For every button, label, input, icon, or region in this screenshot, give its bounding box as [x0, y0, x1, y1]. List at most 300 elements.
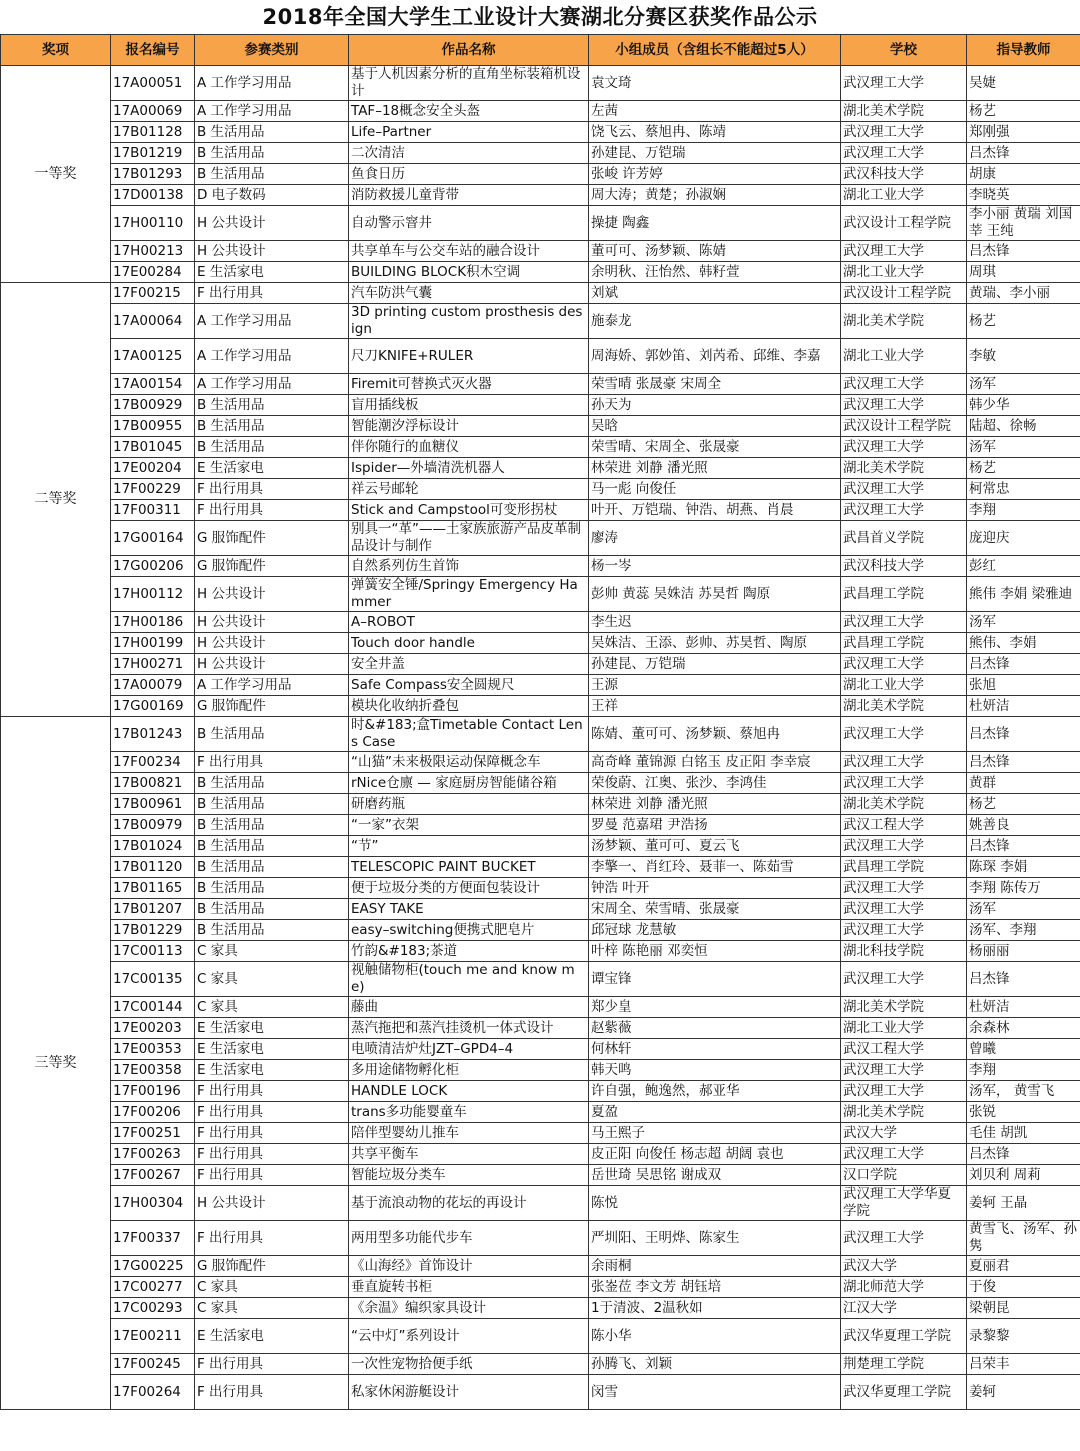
cell-reg-no: 17F00311 — [111, 500, 195, 521]
cell-reg-no: 17B00955 — [111, 416, 195, 437]
cell-members: 陈小华 — [589, 1319, 841, 1354]
cell-reg-no: 17D00138 — [111, 185, 195, 206]
cell-category: F 出行用具 — [195, 1375, 349, 1410]
cell-category: F 出行用具 — [195, 1081, 349, 1102]
cell-work-name: Life–Partner — [349, 122, 589, 143]
table-row — [1, 395, 1080, 416]
cell-category: B 生活用品 — [195, 143, 349, 164]
table-row — [1, 458, 1080, 479]
cell-members: 操捷 陶鑫 — [589, 206, 841, 241]
cell-members: 皮正阳 向俊任 杨志超 胡阔 袁也 — [589, 1144, 841, 1165]
cell-members: 王祥 — [589, 696, 841, 717]
header-reg-no: 报名编号 — [111, 35, 195, 66]
cell-work-name: TAF–18概念安全头盔 — [349, 101, 589, 122]
table-row — [1, 1221, 1080, 1256]
cell-work-name: 鱼食日历 — [349, 164, 589, 185]
cell-school: 武汉理工大学 — [841, 654, 967, 675]
cell-advisor: 吕荣丰 — [967, 1354, 1080, 1375]
cell-school: 武汉理工大学华夏学院 — [841, 1186, 967, 1221]
cell-members: 严圳阳、王明烨、陈家生 — [589, 1221, 841, 1256]
cell-category: G 服饰配件 — [195, 521, 349, 556]
table-row — [1, 857, 1080, 878]
cell-school: 武汉理工大学 — [841, 920, 967, 941]
cell-work-name: 自然系列仿生首饰 — [349, 556, 589, 577]
cell-members: 刘斌 — [589, 283, 841, 304]
cell-category: C 家具 — [195, 1298, 349, 1319]
cell-advisor: 余森林 — [967, 1018, 1080, 1039]
table-row — [1, 1081, 1080, 1102]
header-row — [1, 35, 1080, 66]
cell-advisor: 汤军、李翔 — [967, 920, 1080, 941]
cell-work-name: BUILDING BLOCK积木空调 — [349, 262, 589, 283]
cell-category: A 工作学习用品 — [195, 304, 349, 339]
cell-reg-no: 17C00113 — [111, 941, 195, 962]
table-row — [1, 654, 1080, 675]
table-row — [1, 696, 1080, 717]
table-row — [1, 717, 1080, 752]
cell-reg-no: 17A00079 — [111, 675, 195, 696]
cell-advisor: 吴婕 — [967, 66, 1080, 101]
cell-work-name: 消防救援儿童背带 — [349, 185, 589, 206]
cell-reg-no: 17B00979 — [111, 815, 195, 836]
table-row — [1, 962, 1080, 997]
cell-advisor: 于俊 — [967, 1277, 1080, 1298]
cell-school: 武汉理工大学 — [841, 1060, 967, 1081]
cell-school: 武汉理工大学 — [841, 752, 967, 773]
cell-advisor: 李小丽 黄瑞 刘国莘 王纯 — [967, 206, 1080, 241]
cell-reg-no: 17G00164 — [111, 521, 195, 556]
cell-reg-no: 17C00135 — [111, 962, 195, 997]
cell-reg-no: 17H00271 — [111, 654, 195, 675]
cell-members: 李擎一、肖红玲、聂菲一、陈茹雪 — [589, 857, 841, 878]
cell-school: 武汉理工大学 — [841, 1144, 967, 1165]
cell-advisor: 毛佳 胡凯 — [967, 1123, 1080, 1144]
table-row — [1, 66, 1080, 101]
award-level: 二等奖 — [1, 283, 111, 717]
cell-members: 彭帅 黄蕊 吴姝洁 苏昊哲 陶原 — [589, 577, 841, 612]
cell-category: F 出行用具 — [195, 1144, 349, 1165]
cell-school: 武汉工程大学 — [841, 815, 967, 836]
table-row — [1, 416, 1080, 437]
cell-work-name: Touch door handle — [349, 633, 589, 654]
cell-advisor: 韩少华 — [967, 395, 1080, 416]
header-category: 参赛类别 — [195, 35, 349, 66]
cell-advisor: 杨艺 — [967, 101, 1080, 122]
cell-school: 武汉理工大学 — [841, 836, 967, 857]
cell-school: 湖北工业大学 — [841, 262, 967, 283]
cell-school: 湖北工业大学 — [841, 675, 967, 696]
cell-members: 吴姝洁、王添、彭帅、苏昊哲、陶原 — [589, 633, 841, 654]
cell-members: 郑少皇 — [589, 997, 841, 1018]
table-row — [1, 185, 1080, 206]
cell-work-name: 共享单车与公交车站的融合设计 — [349, 241, 589, 262]
cell-members: 闵雪 — [589, 1375, 841, 1410]
cell-advisor: 汤军 — [967, 437, 1080, 458]
table-row — [1, 556, 1080, 577]
cell-members: 饶飞云、蔡旭冉、陈靖 — [589, 122, 841, 143]
cell-advisor: 郑刚强 — [967, 122, 1080, 143]
cell-members: 左茜 — [589, 101, 841, 122]
cell-school: 湖北工业大学 — [841, 185, 967, 206]
table-row — [1, 122, 1080, 143]
cell-advisor: 汤军， 黄雪飞 — [967, 1081, 1080, 1102]
cell-advisor: 杨艺 — [967, 794, 1080, 815]
cell-school: 湖北美术学院 — [841, 101, 967, 122]
table-row — [1, 143, 1080, 164]
cell-school: 武昌理工学院 — [841, 577, 967, 612]
cell-members: 许自强，鲍逸然，郝亚华 — [589, 1081, 841, 1102]
cell-school: 武汉理工大学 — [841, 1221, 967, 1256]
cell-advisor: 李翔 陈传万 — [967, 878, 1080, 899]
cell-reg-no: 17B01165 — [111, 878, 195, 899]
cell-advisor: 熊伟、李娟 — [967, 633, 1080, 654]
cell-advisor: 张旭 — [967, 675, 1080, 696]
cell-category: G 服饰配件 — [195, 556, 349, 577]
cell-school: 武汉理工大学 — [841, 773, 967, 794]
cell-members: 马一彪 向俊任 — [589, 479, 841, 500]
cell-work-name: 视触储物柜(touch me and know me) — [349, 962, 589, 997]
cell-work-name: 《余温》编织家具设计 — [349, 1298, 589, 1319]
cell-reg-no: 17H00199 — [111, 633, 195, 654]
cell-school: 湖北美术学院 — [841, 458, 967, 479]
cell-work-name: 祥云号邮轮 — [349, 479, 589, 500]
cell-members: 邱冠球 龙慧敏 — [589, 920, 841, 941]
table-row — [1, 752, 1080, 773]
cell-school: 武汉理工大学 — [841, 500, 967, 521]
cell-category: B 生活用品 — [195, 773, 349, 794]
table-row — [1, 577, 1080, 612]
cell-category: B 生活用品 — [195, 395, 349, 416]
cell-category: H 公共设计 — [195, 577, 349, 612]
cell-category: B 生活用品 — [195, 920, 349, 941]
cell-work-name: “节” — [349, 836, 589, 857]
cell-members: 张崟莅 李文芳 胡钰培 — [589, 1277, 841, 1298]
cell-work-name: A–ROBOT — [349, 612, 589, 633]
cell-category: F 出行用具 — [195, 1354, 349, 1375]
cell-reg-no: 17B00821 — [111, 773, 195, 794]
cell-work-name: 基于流浪动物的花坛的再设计 — [349, 1186, 589, 1221]
cell-advisor: 杨丽丽 — [967, 941, 1080, 962]
cell-category: F 出行用具 — [195, 479, 349, 500]
cell-category: B 生活用品 — [195, 899, 349, 920]
cell-reg-no: 17B01120 — [111, 857, 195, 878]
cell-reg-no: 17F00267 — [111, 1165, 195, 1186]
table-row — [1, 304, 1080, 339]
cell-advisor: 黄雪飞、汤军、孙隽 — [967, 1221, 1080, 1256]
cell-work-name: “山猫”未来极限运动保障概念车 — [349, 752, 589, 773]
cell-advisor: 吕杰锋 — [967, 752, 1080, 773]
cell-advisor: 汤军 — [967, 374, 1080, 395]
cell-work-name: 智能垃圾分类车 — [349, 1165, 589, 1186]
award-table — [0, 34, 1080, 1410]
cell-advisor: 姜轲 — [967, 1375, 1080, 1410]
cell-reg-no: 17B01207 — [111, 899, 195, 920]
table-row — [1, 1256, 1080, 1277]
cell-advisor: 李翔 — [967, 1060, 1080, 1081]
cell-reg-no: 17F00337 — [111, 1221, 195, 1256]
cell-school: 武汉理工大学 — [841, 962, 967, 997]
cell-reg-no: 17E00204 — [111, 458, 195, 479]
cell-reg-no: 17H00213 — [111, 241, 195, 262]
cell-school: 湖北美术学院 — [841, 304, 967, 339]
cell-category: A 工作学习用品 — [195, 374, 349, 395]
cell-work-name: 盲用插线板 — [349, 395, 589, 416]
cell-category: H 公共设计 — [195, 1186, 349, 1221]
cell-members: 袁文琦 — [589, 66, 841, 101]
cell-school: 武汉理工大学 — [841, 1081, 967, 1102]
table-row — [1, 1144, 1080, 1165]
cell-advisor: 李翔 — [967, 500, 1080, 521]
cell-school: 湖北师范大学 — [841, 1277, 967, 1298]
table-row — [1, 836, 1080, 857]
cell-category: E 生活家电 — [195, 1018, 349, 1039]
cell-members: 周大涛；黄楚；孙淑娴 — [589, 185, 841, 206]
table-row — [1, 899, 1080, 920]
cell-advisor: 吕杰锋 — [967, 836, 1080, 857]
cell-work-name: easy–switching便携式肥皂片 — [349, 920, 589, 941]
cell-category: H 公共设计 — [195, 206, 349, 241]
cell-school: 武汉理工大学 — [841, 479, 967, 500]
cell-work-name: 时&#183;盒Timetable Contact Lens Case — [349, 717, 589, 752]
cell-category: C 家具 — [195, 941, 349, 962]
table-row — [1, 794, 1080, 815]
cell-reg-no: 17E00353 — [111, 1039, 195, 1060]
table-row — [1, 1277, 1080, 1298]
cell-members: 余明秋、汪怡然、韩籽萱 — [589, 262, 841, 283]
cell-members: 周海娇、郭妙笛、刘芮希、邱维、李嘉 — [589, 339, 841, 374]
cell-school: 武汉理工大学 — [841, 395, 967, 416]
cell-reg-no: 17H00304 — [111, 1186, 195, 1221]
cell-school: 武汉理工大学 — [841, 717, 967, 752]
cell-school: 汉口学院 — [841, 1165, 967, 1186]
cell-members: 孙腾飞、刘颖 — [589, 1354, 841, 1375]
cell-work-name: HANDLE LOCK — [349, 1081, 589, 1102]
cell-work-name: 共享平衡车 — [349, 1144, 589, 1165]
cell-advisor: 周琪 — [967, 262, 1080, 283]
table-row — [1, 262, 1080, 283]
table-row — [1, 1319, 1080, 1354]
cell-category: B 生活用品 — [195, 836, 349, 857]
cell-work-name: 别具一“革”——土家族旅游产品皮革制品设计与制作 — [349, 521, 589, 556]
cell-reg-no: 17E00358 — [111, 1060, 195, 1081]
cell-work-name: 便于垃圾分类的方便面包装设计 — [349, 878, 589, 899]
cell-work-name: 自动警示窨井 — [349, 206, 589, 241]
header-advisor: 指导教师 — [967, 35, 1080, 66]
cell-school: 荆楚理工学院 — [841, 1354, 967, 1375]
table-body — [1, 66, 1080, 1410]
cell-advisor: 张锐 — [967, 1102, 1080, 1123]
cell-members: 罗曼 范嘉珺 尹浩扬 — [589, 815, 841, 836]
cell-category: B 生活用品 — [195, 878, 349, 899]
table-row — [1, 1354, 1080, 1375]
cell-members: 宋周全、荣雪晴、张晟豪 — [589, 899, 841, 920]
cell-work-name: 陪伴型婴幼儿推车 — [349, 1123, 589, 1144]
cell-school: 湖北美术学院 — [841, 1102, 967, 1123]
cell-work-name: 基于人机因素分析的直角坐标装箱机设计 — [349, 66, 589, 101]
cell-reg-no: 17A00125 — [111, 339, 195, 374]
cell-work-name: 电喷清洁炉灶JZT–GPD4–4 — [349, 1039, 589, 1060]
cell-category: B 生活用品 — [195, 164, 349, 185]
cell-members: 张峻 许芳婷 — [589, 164, 841, 185]
cell-members: 钟浩 叶开 — [589, 878, 841, 899]
table-row — [1, 1123, 1080, 1144]
cell-category: E 生活家电 — [195, 1319, 349, 1354]
cell-work-name: 弹簧安全锤/Springy Emergency Hammer — [349, 577, 589, 612]
table-row — [1, 374, 1080, 395]
cell-advisor: 姚善良 — [967, 815, 1080, 836]
cell-work-name: “云中灯”系列设计 — [349, 1319, 589, 1354]
cell-work-name: 一次性宠物拾便手纸 — [349, 1354, 589, 1375]
cell-members: 谭宝锋 — [589, 962, 841, 997]
cell-members: 孙天为 — [589, 395, 841, 416]
cell-work-name: 蒸汽拖把和蒸汽挂烫机一体式设计 — [349, 1018, 589, 1039]
cell-school: 武汉科技大学 — [841, 556, 967, 577]
cell-members: 孙建昆、万铠瑞 — [589, 654, 841, 675]
cell-members: 施泰龙 — [589, 304, 841, 339]
table-row — [1, 773, 1080, 794]
cell-advisor: 陆超、徐畅 — [967, 416, 1080, 437]
cell-work-name: TELESCOPIC PAINT BUCKET — [349, 857, 589, 878]
cell-reg-no: 17F00196 — [111, 1081, 195, 1102]
cell-school: 湖北美术学院 — [841, 794, 967, 815]
cell-reg-no: 17F00263 — [111, 1144, 195, 1165]
cell-advisor: 刘贝利 周莉 — [967, 1165, 1080, 1186]
table-row — [1, 437, 1080, 458]
table-row — [1, 675, 1080, 696]
cell-work-name: trans多功能婴童车 — [349, 1102, 589, 1123]
cell-category: A 工作学习用品 — [195, 675, 349, 696]
cell-members: 韩天鸣 — [589, 1060, 841, 1081]
cell-school: 武汉理工大学 — [841, 66, 967, 101]
cell-advisor: 吕杰锋 — [967, 1144, 1080, 1165]
cell-advisor: 杨艺 — [967, 304, 1080, 339]
cell-work-name: 伴你随行的血糖仪 — [349, 437, 589, 458]
cell-reg-no: 17E00203 — [111, 1018, 195, 1039]
table-row — [1, 1186, 1080, 1221]
cell-reg-no: 17F00229 — [111, 479, 195, 500]
header-members: 小组成员（含组长不能超过5人） — [589, 35, 841, 66]
cell-work-name: 智能潮汐浮标设计 — [349, 416, 589, 437]
cell-category: F 出行用具 — [195, 1123, 349, 1144]
cell-advisor: 陈琛 李娟 — [967, 857, 1080, 878]
cell-school: 武汉大学 — [841, 1256, 967, 1277]
table-row — [1, 101, 1080, 122]
table-row — [1, 612, 1080, 633]
cell-members: 董可可、汤梦颖、陈婧 — [589, 241, 841, 262]
cell-work-name: Firemit可替换式灭火器 — [349, 374, 589, 395]
cell-school: 湖北工业大学 — [841, 1018, 967, 1039]
cell-category: C 家具 — [195, 962, 349, 997]
cell-category: B 生活用品 — [195, 794, 349, 815]
cell-reg-no: 17B00929 — [111, 395, 195, 416]
table-row — [1, 997, 1080, 1018]
cell-school: 武汉设计工程学院 — [841, 416, 967, 437]
cell-category: E 生活家电 — [195, 458, 349, 479]
table-row — [1, 241, 1080, 262]
cell-work-name: Safe Compass安全圆规尺 — [349, 675, 589, 696]
cell-members: 杨一岑 — [589, 556, 841, 577]
cell-work-name: 模块化收纳折叠包 — [349, 696, 589, 717]
cell-school: 湖北科技学院 — [841, 941, 967, 962]
cell-reg-no: 17A00154 — [111, 374, 195, 395]
cell-advisor: 姜轲 王晶 — [967, 1186, 1080, 1221]
cell-category: B 生活用品 — [195, 122, 349, 143]
cell-work-name: 3D printing custom prosthesis design — [349, 304, 589, 339]
cell-school: 武汉理工大学 — [841, 899, 967, 920]
cell-advisor: 李晓英 — [967, 185, 1080, 206]
cell-category: E 生活家电 — [195, 1039, 349, 1060]
cell-members: 荣俊蔚、江奥、张沙、李鸿佳 — [589, 773, 841, 794]
cell-members: 汤梦颖、董可可、夏云飞 — [589, 836, 841, 857]
cell-advisor: 吕杰锋 — [967, 654, 1080, 675]
cell-school: 武汉设计工程学院 — [841, 283, 967, 304]
cell-reg-no: 17H00112 — [111, 577, 195, 612]
cell-members: 叶梓 陈艳丽 邓奕恒 — [589, 941, 841, 962]
header-award: 奖项 — [1, 35, 111, 66]
cell-members: 廖涛 — [589, 521, 841, 556]
header-school: 学校 — [841, 35, 967, 66]
cell-members: 余雨桐 — [589, 1256, 841, 1277]
cell-work-name: “一家”衣架 — [349, 815, 589, 836]
cell-work-name: 二次清洁 — [349, 143, 589, 164]
cell-work-name: 尺刀KNIFE+RULER — [349, 339, 589, 374]
cell-school: 武汉理工大学 — [841, 878, 967, 899]
cell-reg-no: 17B00961 — [111, 794, 195, 815]
cell-reg-no: 17A00051 — [111, 66, 195, 101]
cell-advisor: 汤军 — [967, 899, 1080, 920]
cell-reg-no: 17B01128 — [111, 122, 195, 143]
cell-category: A 工作学习用品 — [195, 101, 349, 122]
table-row — [1, 521, 1080, 556]
cell-reg-no: 17B01293 — [111, 164, 195, 185]
cell-members: 荣雪晴、宋周全、张晟豪 — [589, 437, 841, 458]
cell-category: F 出行用具 — [195, 752, 349, 773]
cell-school: 武汉设计工程学院 — [841, 206, 967, 241]
table-row — [1, 878, 1080, 899]
cell-reg-no: 17B01045 — [111, 437, 195, 458]
cell-advisor: 黄群 — [967, 773, 1080, 794]
cell-category: G 服饰配件 — [195, 1256, 349, 1277]
cell-reg-no: 17A00064 — [111, 304, 195, 339]
table-row — [1, 283, 1080, 304]
page-title: 2018年全国大学生工业设计大赛湖北分赛区获奖作品公示 — [262, 5, 818, 29]
cell-category: H 公共设计 — [195, 633, 349, 654]
cell-work-name: Stick and Campstool可变形拐杖 — [349, 500, 589, 521]
cell-members: 林荣进 刘静 潘光照 — [589, 794, 841, 815]
table-row — [1, 633, 1080, 654]
cell-category: B 生活用品 — [195, 717, 349, 752]
cell-work-name: 私家休闲游艇设计 — [349, 1375, 589, 1410]
cell-members: 高奇峰 董锦源 白铭玉 皮正阳 李幸宸 — [589, 752, 841, 773]
cell-advisor: 庞迎庆 — [967, 521, 1080, 556]
cell-category: D 电子数码 — [195, 185, 349, 206]
cell-work-name: 多用途储物孵化柜 — [349, 1060, 589, 1081]
cell-members: 赵紫薇 — [589, 1018, 841, 1039]
cell-advisor: 熊伟 李娟 梁雅迪 — [967, 577, 1080, 612]
cell-school: 湖北工业大学 — [841, 339, 967, 374]
cell-school: 武汉华夏理工学院 — [841, 1375, 967, 1410]
cell-advisor: 杜妍洁 — [967, 997, 1080, 1018]
cell-members: 1于清波、2温秋如 — [589, 1298, 841, 1319]
cell-advisor: 杨艺 — [967, 458, 1080, 479]
cell-category: F 出行用具 — [195, 500, 349, 521]
cell-category: F 出行用具 — [195, 1165, 349, 1186]
award-level: 一等奖 — [1, 66, 111, 283]
cell-work-name: 垂直旋转书柜 — [349, 1277, 589, 1298]
cell-school: 武昌理工学院 — [841, 633, 967, 654]
cell-advisor: 吕杰锋 — [967, 241, 1080, 262]
cell-work-name: rNice仓廪 — 家庭厨房智能储谷箱 — [349, 773, 589, 794]
